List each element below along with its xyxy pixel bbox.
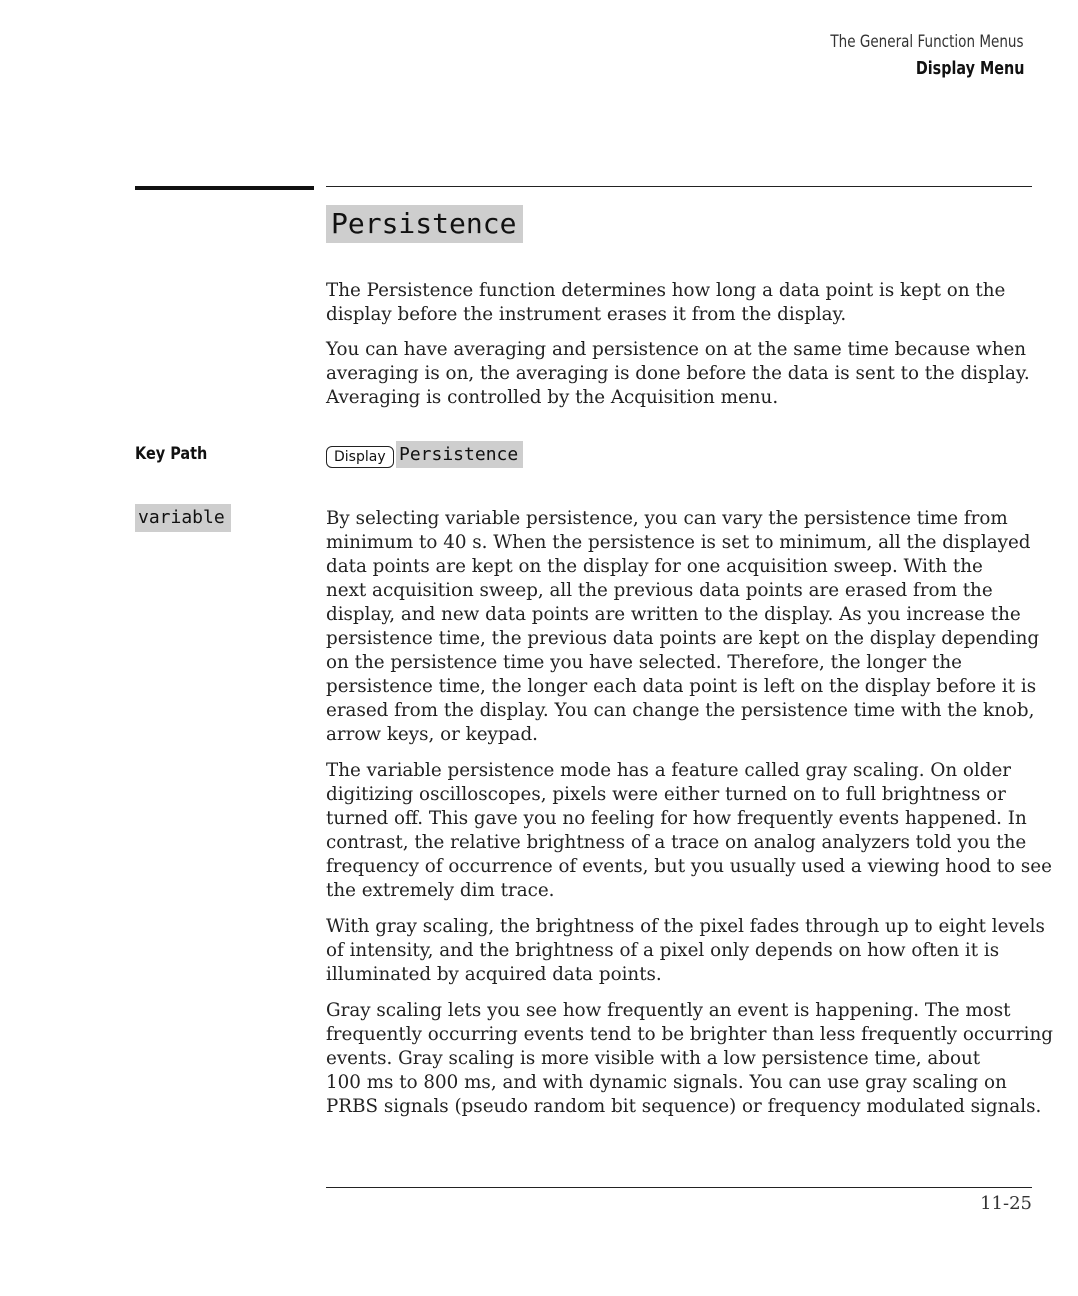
variable-description — [326, 507, 1053, 1119]
text-line: The variable persistence mode has a feature called gray scaling. On older — [326, 760, 1012, 781]
paragraph — [326, 759, 1052, 903]
section-rule-thin — [326, 186, 1032, 187]
text-line: With gray scaling, the brightness of the pixel fades through up to eight levels — [326, 916, 1045, 937]
text-line: turned off. This gave you no feeling for how frequently events happened. In — [326, 808, 1027, 829]
text-line: persistence time, the previous data points are kept on the display depending — [326, 628, 1040, 649]
section-title: Persistence — [326, 205, 523, 243]
text-line: Gray scaling lets you see how frequently an event is happening. The most — [326, 1000, 1011, 1021]
text-line: Averaging is controlled by the Acquisition menu. — [326, 387, 779, 408]
text-line: data points are kept on the display for one acquisition sweep. With the — [326, 556, 983, 577]
text-line: display, and new data points are written to the display. As you increase the — [326, 604, 1021, 625]
text-line: averaging is on, the averaging is done before the data is sent to the display. — [326, 363, 1030, 384]
paragraph — [326, 279, 1042, 327]
text-line: arrow keys, or keypad. — [326, 724, 538, 745]
intro-text — [326, 279, 1042, 410]
paragraph — [326, 507, 1042, 747]
text-line: persistence time, the longer each data point is left on the display before it is — [326, 676, 1037, 697]
text-line: 100 ms to 800 ms, and with dynamic signals. You can use gray scaling on — [326, 1072, 1007, 1093]
text-line: contrast, the relative brightness of a trace on analog analyzers told you the — [326, 832, 1027, 853]
text-line: erased from the display. You can change the persistence time with the knob, — [326, 700, 1035, 721]
key-path-label: Key Path — [135, 444, 208, 464]
text-line: events. Gray scaling is more visible with a low persistence time, about — [326, 1048, 981, 1069]
section-header: Display Menu — [915, 59, 1024, 79]
paragraph — [326, 999, 1053, 1119]
footer-rule — [326, 1187, 1032, 1188]
chapter-header: The General Function Menus — [830, 32, 1024, 51]
text-line: minimum to 40 s. When the persistence is set to minimum, all the displayed — [326, 532, 1031, 553]
text-line: display before the instrument erases it from the display. — [326, 304, 847, 325]
text-line: the extremely dim trace. — [326, 880, 555, 901]
variable-softkey: variable — [135, 504, 231, 532]
text-line: on the persistence time you have selected. Therefore, the longer the — [326, 652, 963, 673]
display-hardkey: Display — [326, 446, 394, 468]
text-line: illuminated by acquired data points. — [326, 964, 662, 985]
text-line: digitizing oscilloscopes, pixels were either turned on to full brightness or — [326, 784, 1006, 805]
text-line: You can have averaging and persistence on at the same time because when — [326, 339, 1027, 360]
paragraph — [326, 915, 1045, 987]
text-line: frequency of occurrence of events, but you usually used a viewing hood to see — [326, 856, 1052, 877]
text-line: PRBS signals (pseudo random bit sequence) or frequency modulated signals. — [326, 1096, 1042, 1117]
section-rule-thick — [135, 186, 314, 190]
page-number: 11-25 — [980, 1193, 1032, 1214]
text-line: The Persistence function determines how long a data point is kept on the — [326, 280, 1006, 301]
text-line: By selecting variable persistence, you can vary the persistence time from — [326, 508, 1008, 529]
text-line: next acquisition sweep, all the previous data points are erased from the — [326, 580, 993, 601]
text-line: of intensity, and the brightness of a pixel only depends on how often it is — [326, 940, 1000, 961]
persistence-softkey: Persistence — [396, 441, 523, 468]
text-line: frequently occurring events tend to be brighter than less frequently occurring — [326, 1024, 1053, 1045]
paragraph — [326, 338, 1042, 410]
